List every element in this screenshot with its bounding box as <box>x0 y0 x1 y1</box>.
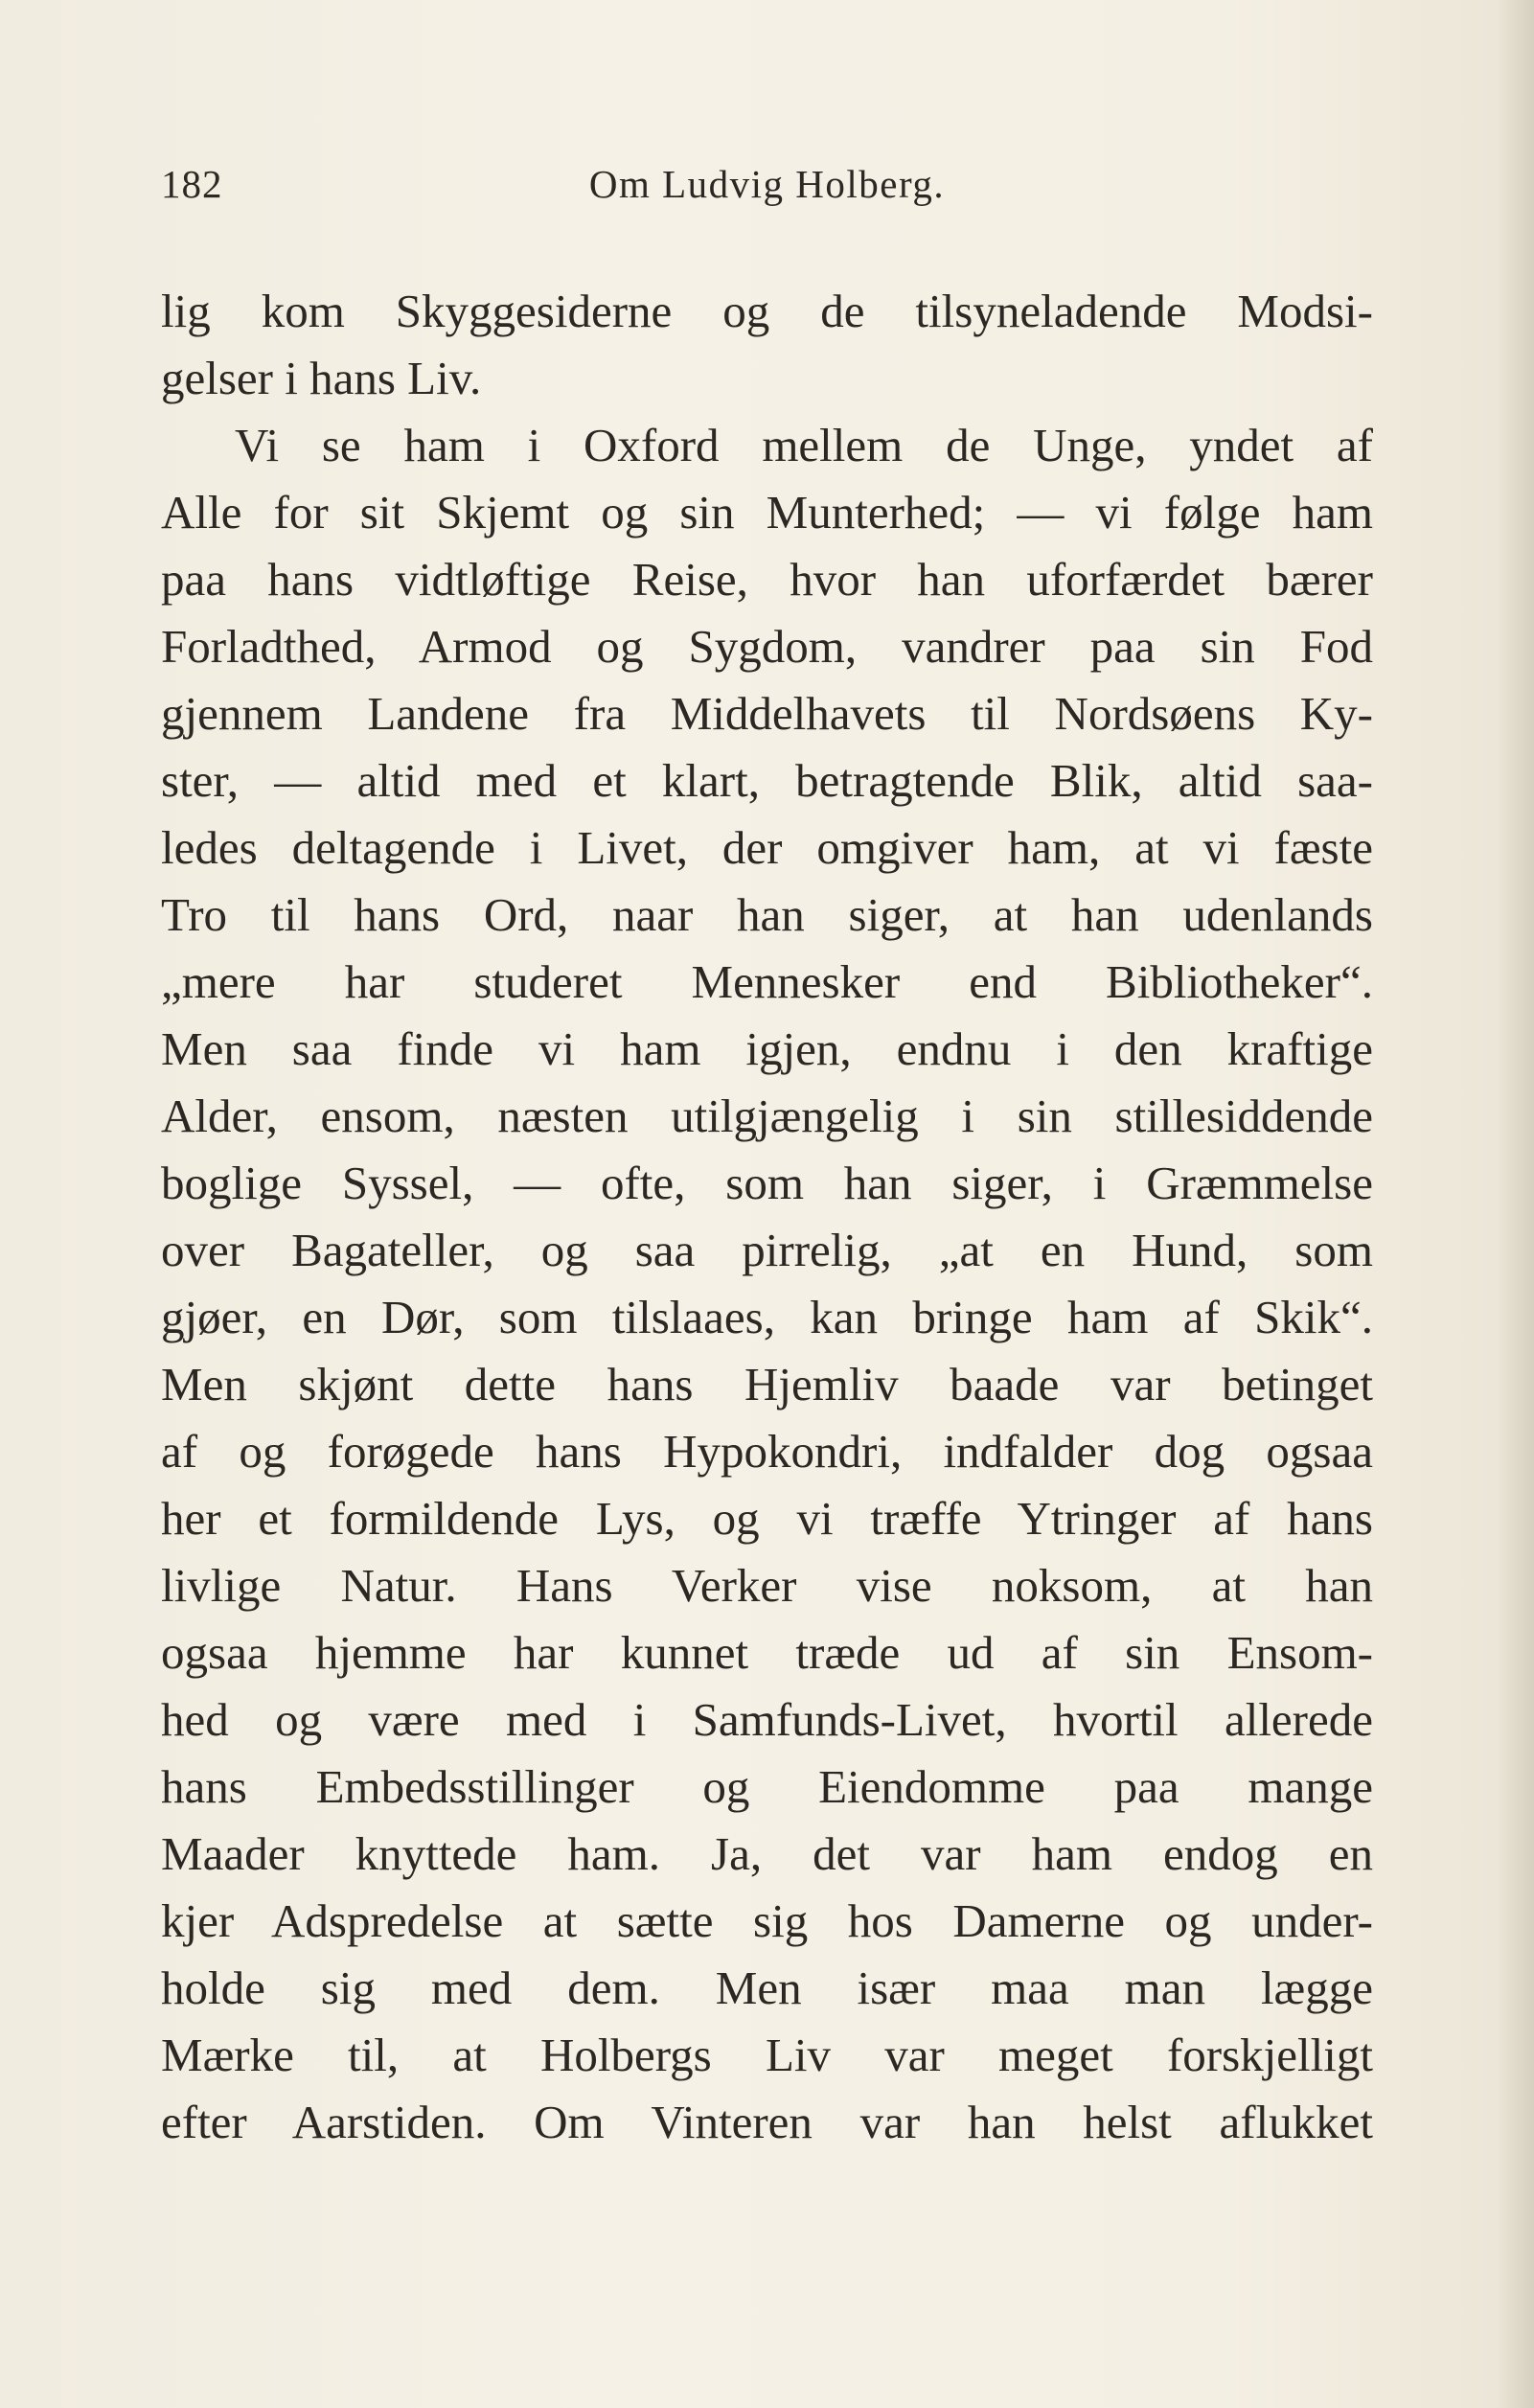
text-line: ster, — altid med et klart, betragtende Blik, altid saa- <box>161 754 1373 807</box>
text-line: Men skjønt dette hans Hjemliv baade var betinget <box>161 1358 1373 1410</box>
text-line: Maader knyttede ham. Ja, det var ham endog en <box>161 1827 1373 1880</box>
page-edge-shadow <box>1496 0 1534 2408</box>
text-line: Mærke til, at Holbergs Liv var meget forskjelligt <box>161 2029 1373 2081</box>
text-line: paa hans vidtløftige Reise, hvor han uforfærdet bærer <box>161 553 1373 606</box>
text-line: af og forøgede hans Hypokondri, indfalder dog ogsaa <box>161 1425 1373 1478</box>
page-number: 182 <box>161 162 223 206</box>
text-line: „mere har studeret Mennesker end Bibliotheker“. <box>161 955 1373 1008</box>
text-line: over Bagateller, og saa pirrelig, „at en Hund, som <box>161 1224 1373 1276</box>
text-line: gelser i hans Liv. <box>161 352 482 404</box>
text-line: ogsaa hjemme har kunnet træde ud af sin Ensom- <box>161 1626 1373 1679</box>
text-line: lig kom Skyggesiderne og de tilsyneladende Modsi- <box>161 285 1373 337</box>
text-line: Men saa finde vi ham igjen, endnu i den kraftige <box>161 1022 1373 1075</box>
text-line: Alle for sit Skjemt og sin Munterhed; — vi følge ham <box>161 486 1373 539</box>
text-line: Forladthed, Armod og Sygdom, vandrer paa sin Fod <box>161 620 1373 673</box>
text-line: gjøer, en Dør, som tilslaaes, kan bringe ham af Skik“. <box>161 1291 1373 1343</box>
text-line: ledes deltagende i Livet, der omgiver ham, at vi fæste <box>161 821 1373 874</box>
text-line: holde sig med dem. Men især maa man lægge <box>161 1961 1373 2014</box>
text-line: kjer Adspredelse at sætte sig hos Damerne og under- <box>161 1894 1373 1947</box>
page-header <box>161 161 1373 218</box>
text-line: her et formildende Lys, og vi træffe Ytringer af hans <box>161 1492 1373 1545</box>
text-line: Vi se ham i Oxford mellem de Unge, yndet af <box>235 419 1373 471</box>
text-line: Tro til hans Ord, naar han siger, at han udenlands <box>161 888 1373 941</box>
running-title: Om Ludvig Holberg. <box>588 162 946 206</box>
text-line: efter Aarstiden. Om Vinteren var han helst aflukket <box>161 2096 1373 2148</box>
text-line: hed og være med i Samfunds-Livet, hvortil allerede <box>161 1693 1373 1746</box>
text-line: boglige Syssel, — ofte, som han siger, i Græmmelse <box>161 1157 1373 1209</box>
text-line: gjennem Landene fra Middelhavets til Nordsøens Ky- <box>161 687 1373 740</box>
text-line: hans Embedsstillinger og Eiendomme paa mange <box>161 1760 1373 1813</box>
body-text <box>161 278 1373 2156</box>
text-line: livlige Natur. Hans Verker vise noksom, at han <box>161 1559 1373 1612</box>
text-line: Alder, ensom, næsten utilgjængelig i sin stillesiddende <box>161 1089 1373 1142</box>
